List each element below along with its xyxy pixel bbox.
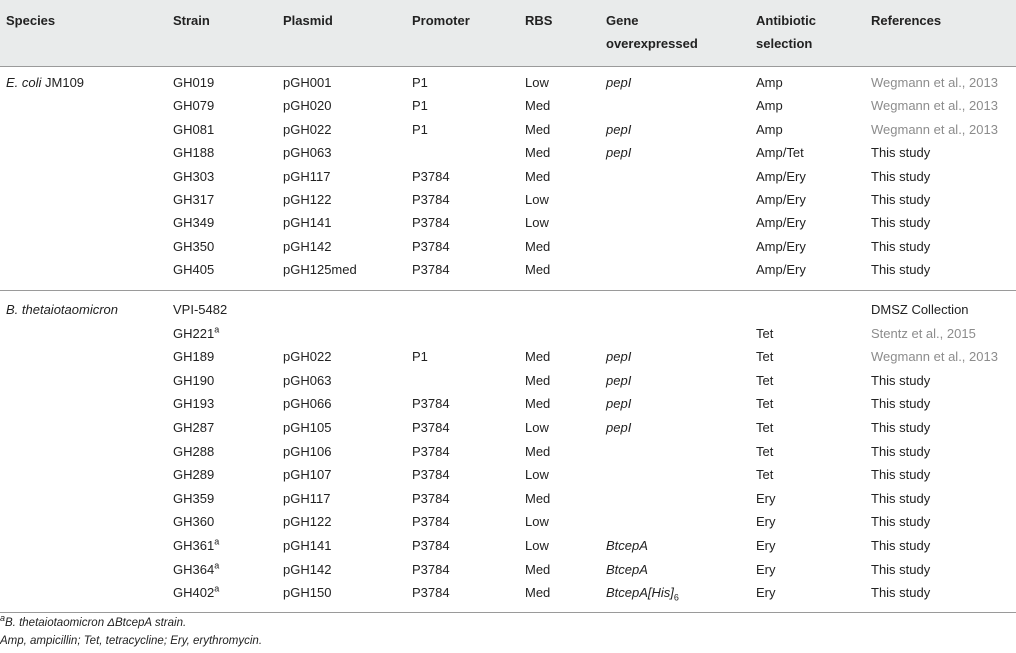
cell-gene: [606, 538, 648, 554]
cell-antibiotic: Amp: [756, 121, 783, 137]
header-gene-line1: Gene: [606, 13, 639, 28]
strain-text: GH360: [173, 514, 215, 530]
cell-strain: [173, 491, 214, 507]
cell-strain: [173, 239, 214, 255]
cell-antibiotic: Amp/Ery: [756, 262, 806, 278]
cell-rbs: Med: [525, 585, 551, 601]
cell-promoter: P3784: [412, 585, 450, 601]
strain-text: GH350: [173, 238, 215, 254]
cell-reference: This study: [871, 215, 931, 231]
header-rbs: RBS: [525, 13, 553, 28]
cell-strain: [173, 420, 214, 436]
footnote-abbreviations: Amp, ampicillin; Tet, tetracycline; Ery, erythromycin.: [0, 635, 263, 647]
cell-plasmid: pGH105: [283, 420, 332, 435]
cell-antibiotic: Ery: [756, 490, 776, 506]
cell-antibiotic: Amp/Ery: [756, 238, 806, 254]
cell-plasmid: pGH141: [283, 538, 332, 553]
cell-rbs: Med: [525, 396, 551, 412]
gene-subscript: 6: [673, 592, 679, 603]
cell-strain: [173, 444, 214, 460]
strain-text: GH193: [173, 396, 215, 412]
cell-reference: This study: [871, 514, 931, 530]
strain-text: GH189: [173, 349, 215, 365]
cell-antibiotic: Amp/Ery: [756, 192, 806, 207]
reference-link[interactable]: Wegmann et al., 2013: [871, 75, 998, 90]
cell-plasmid: pGH022: [283, 121, 332, 137]
cell-antibiotic: Tet: [756, 349, 774, 365]
strain-text: GH079: [173, 98, 215, 114]
cell-antibiotic: Amp/Ery: [756, 168, 806, 184]
gene-text: pepI: [606, 420, 632, 435]
cell-strain: [173, 215, 214, 231]
table-bottom-rule: [0, 612, 1016, 613]
cell-promoter: P3784: [412, 238, 450, 254]
cell-strain: [173, 122, 214, 138]
reference-link[interactable]: Wegmann et al., 2013: [871, 121, 998, 137]
footnote-marker: a: [214, 324, 220, 335]
cell-promoter: P3784: [412, 561, 450, 577]
cell-antibiotic: Ery: [756, 538, 776, 553]
header-species: Species: [6, 13, 56, 28]
cell-rbs: Low: [525, 467, 549, 483]
strain-text: GH188: [173, 145, 215, 161]
table-header: [0, 0, 1016, 66]
cell-reference: This study: [871, 168, 931, 184]
cell-reference: This study: [871, 420, 931, 435]
footnote-marker: a: [214, 536, 220, 547]
cell-plasmid: pGH142: [283, 238, 332, 254]
cell-strain: [173, 562, 219, 578]
cell-gene: [606, 562, 648, 578]
cell-antibiotic: Amp/Ery: [756, 215, 806, 231]
strain-text: VPI-5482: [173, 302, 228, 317]
cell-promoter: P3784: [412, 396, 450, 412]
cell-antibiotic: Ery: [756, 514, 776, 530]
strain-text: GH288: [173, 443, 215, 459]
cell-gene: [606, 75, 631, 91]
cell-antibiotic: Amp/Tet: [756, 145, 804, 161]
cell-strain: [173, 326, 219, 342]
cell-reference: This study: [871, 490, 931, 506]
species-label-ecoli: E. coli JM109: [6, 75, 85, 90]
cell-rbs: Med: [525, 121, 551, 137]
cell-reference: This study: [871, 538, 931, 553]
cell-plasmid: pGH122: [283, 514, 332, 530]
cell-antibiotic: Tet: [756, 396, 774, 412]
gene-text: BtcepA: [606, 561, 648, 577]
cell-promoter: P3784: [412, 168, 450, 184]
cell-promoter: P3784: [412, 443, 450, 459]
header-plasmid: Plasmid: [283, 13, 333, 28]
strain-text: GH402: [173, 585, 215, 601]
cell-antibiotic: Tet: [756, 443, 774, 459]
cell-antibiotic: Tet: [756, 420, 774, 435]
cell-promoter: P1: [412, 349, 428, 365]
gene-text: pepI: [606, 75, 632, 90]
footnote-marker: a: [214, 583, 220, 594]
cell-promoter: P3784: [412, 420, 450, 435]
cell-reference: This study: [871, 145, 931, 161]
cell-strain: [173, 75, 214, 91]
cell-reference: This study: [871, 262, 931, 278]
cell-rbs: Med: [525, 168, 551, 184]
cell-reference: This study: [871, 372, 931, 388]
cell-strain: [173, 585, 219, 601]
cell-promoter: P3784: [412, 215, 450, 231]
cell-reference: This study: [871, 238, 931, 254]
cell-reference: This study: [871, 585, 931, 601]
cell-gene: [606, 396, 631, 412]
gene-text: BtcepA: [606, 538, 648, 553]
cell-strain: [173, 373, 214, 389]
cell-strain: [173, 302, 227, 318]
cell-plasmid: pGH117: [283, 168, 331, 184]
gene-text: pepI: [606, 349, 632, 365]
strain-text: GH081: [173, 121, 215, 137]
cell-gene: [606, 373, 631, 389]
cell-reference: This study: [871, 396, 931, 412]
gene-text: pepI: [606, 396, 632, 412]
cell-rbs: Low: [525, 514, 549, 530]
cell-rbs: Low: [525, 420, 549, 435]
cell-promoter: P3784: [412, 538, 450, 553]
cell-reference: This study: [871, 561, 931, 577]
strain-text: GH349: [173, 215, 215, 231]
cell-promoter: P1: [412, 75, 428, 90]
cell-rbs: Low: [525, 215, 549, 231]
footnote-marker: a: [214, 560, 220, 571]
cell-promoter: P3784: [412, 514, 450, 530]
strain-text: GH303: [173, 168, 215, 184]
gene-text: pepI: [606, 145, 632, 161]
cell-promoter: P1: [412, 121, 428, 137]
cell-plasmid: pGH063: [283, 372, 332, 388]
gene-text: pepI: [606, 372, 632, 388]
cell-rbs: Med: [525, 372, 551, 388]
cell-rbs: Med: [525, 349, 551, 365]
cell-rbs: Med: [525, 443, 551, 459]
cell-plasmid: pGH125med: [283, 262, 357, 278]
header-promoter: Promoter: [412, 13, 470, 28]
cell-antibiotic: Tet: [756, 467, 774, 483]
cell-rbs: Low: [525, 538, 549, 553]
cell-reference: This study: [871, 192, 931, 207]
cell-gene: [606, 349, 631, 365]
strain-text: GH190: [173, 372, 215, 388]
cell-promoter: P3784: [412, 467, 450, 483]
header-references: References: [871, 13, 942, 28]
cell-antibiotic: Tet: [756, 325, 774, 341]
cell-plasmid: pGH106: [283, 443, 332, 459]
cell-strain: [173, 349, 214, 365]
reference-link[interactable]: Stentz et al., 2015: [871, 325, 976, 341]
reference-link[interactable]: Wegmann et al., 2013: [871, 349, 998, 365]
cell-rbs: Med: [525, 262, 551, 278]
cell-rbs: Med: [525, 490, 551, 506]
cell-strain: [173, 145, 214, 161]
cell-plasmid: pGH001: [283, 75, 332, 90]
reference-link[interactable]: Wegmann et al., 2013: [871, 98, 998, 114]
cell-rbs: Med: [525, 561, 551, 577]
cell-strain: [173, 169, 214, 185]
gene-text: pepI: [606, 121, 632, 137]
cell-strain: [173, 467, 214, 483]
gene-text: BtcepA[His]: [606, 585, 674, 601]
cell-plasmid: pGH117: [283, 490, 331, 506]
header-antibiotic-line1: Antibiotic: [756, 13, 816, 28]
cell-rbs: Med: [525, 145, 551, 161]
strain-text: GH019: [173, 75, 215, 90]
header-rule: [0, 66, 1016, 67]
cell-reference: DMSZ Collection: [871, 302, 969, 317]
cell-antibiotic: Amp: [756, 75, 783, 90]
cell-rbs: Low: [525, 75, 549, 90]
cell-plasmid: pGH150: [283, 585, 332, 601]
cell-promoter: P3784: [412, 262, 450, 278]
strain-text: GH359: [173, 490, 215, 506]
cell-plasmid: pGH122: [283, 192, 332, 207]
cell-antibiotic: Ery: [756, 585, 776, 601]
cell-gene: [606, 420, 631, 436]
cell-strain: [173, 262, 214, 278]
cell-plasmid: pGH066: [283, 396, 332, 412]
cell-rbs: Low: [525, 192, 549, 207]
strain-text: GH317: [173, 192, 215, 207]
cell-strain: [173, 396, 214, 412]
cell-plasmid: pGH063: [283, 145, 332, 161]
cell-gene: [606, 122, 631, 138]
cell-rbs: Med: [525, 238, 551, 254]
cell-plasmid: pGH020: [283, 98, 332, 114]
strain-text: GH287: [173, 420, 215, 435]
strain-text: GH361: [173, 538, 215, 553]
cell-rbs: Med: [525, 98, 551, 114]
header-antibiotic-line2: selection: [756, 36, 813, 51]
cell-strain: [173, 514, 214, 530]
header-gene-line2: overexpressed: [606, 36, 698, 51]
cell-promoter: P3784: [412, 490, 450, 506]
cell-reference: This study: [871, 443, 931, 459]
cell-plasmid: pGH141: [283, 215, 332, 231]
cell-antibiotic: Amp: [756, 98, 783, 114]
cell-plasmid: pGH142: [283, 561, 332, 577]
cell-antibiotic: Ery: [756, 561, 776, 577]
strain-text: GH405: [173, 262, 215, 278]
header-strain: Strain: [173, 13, 210, 28]
cell-antibiotic: Tet: [756, 372, 774, 388]
cell-gene: [606, 585, 679, 601]
cell-strain: [173, 98, 214, 114]
cell-strain: [173, 192, 214, 208]
group-separator-rule: [0, 290, 1016, 291]
cell-strain: [173, 538, 219, 554]
cell-promoter: P3784: [412, 192, 450, 207]
cell-plasmid: pGH022: [283, 349, 332, 365]
cell-promoter: P1: [412, 98, 428, 114]
strain-text: GH289: [173, 467, 215, 483]
cell-reference: This study: [871, 467, 931, 483]
strain-text: GH221: [173, 325, 215, 341]
cell-plasmid: pGH107: [283, 467, 332, 483]
cell-gene: [606, 145, 631, 161]
strain-text: GH364: [173, 561, 215, 577]
footnote-a: $^a$B. thetaiotaomicron ΔBtcepA strain.: [0, 613, 187, 629]
species-label-btheta: B. thetaiotaomicron: [6, 302, 119, 317]
